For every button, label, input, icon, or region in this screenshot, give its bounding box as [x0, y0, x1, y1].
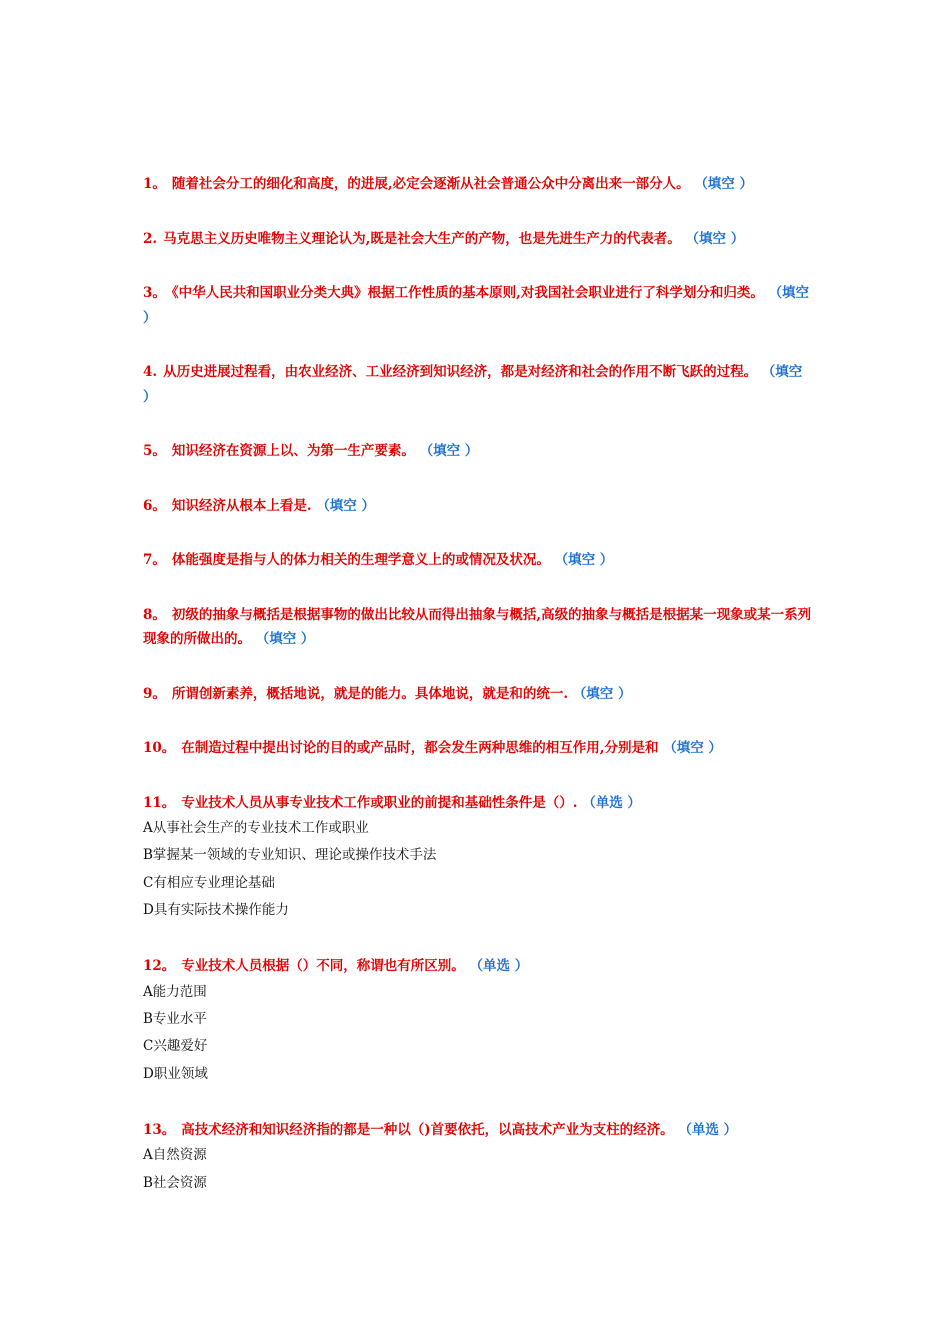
- question-number: 4.: [143, 364, 158, 380]
- question-number: 11。: [143, 794, 176, 811]
- question-1: [143, 172, 813, 197]
- option-b: B社会资源: [143, 1174, 207, 1191]
- question-text: 高技术经济和知识经济指的都是一种以（)首要依托，以高技术产业为支柱的经济。: [181, 1121, 674, 1138]
- question-11: [143, 791, 813, 816]
- option-d: D具有实际技术操作能力: [143, 901, 289, 918]
- question-number: 8。: [143, 606, 166, 623]
- question-9: [143, 682, 813, 707]
- question-type: （填空 ）: [419, 443, 479, 459]
- option-d: D职业领域: [143, 1065, 208, 1082]
- question-text: 从历史进展过程看，由农业经济、工业经济到知识经济，都是对经济和社会的作用不断飞跃的过程。: [163, 364, 758, 380]
- question-type: （填空 ）: [663, 740, 722, 756]
- question-number: 12。: [143, 958, 176, 975]
- question-number: 3。: [143, 285, 166, 301]
- question-type: （单选 ）: [469, 958, 529, 975]
- question-number: 1。: [143, 176, 166, 192]
- question-number: 9。: [143, 685, 166, 702]
- question-text: 马克思主义历史唯物主义理论认为,既是社会大生产的产物，也是先进生产力的代表者。: [163, 230, 681, 247]
- option-a: A自然资源: [143, 1147, 207, 1164]
- question-type: （填空 ）: [255, 631, 315, 647]
- question-type: （填空 ）: [685, 230, 745, 247]
- question-text: 专业技术人员根据（）不同，称谓也有所区别。: [181, 958, 465, 975]
- option-a: A能力范围: [143, 983, 207, 1000]
- question-text: 专业技术人员从事专业技术工作或职业的前提和基础性条件是（）.: [181, 794, 578, 811]
- question-6: [143, 494, 813, 519]
- question-text: 随着社会分工的细化和高度，的进展,必定会逐渐从社会普通公众中分离出来一部分人。: [171, 176, 690, 192]
- question-text: 《中华人民共和国职业分类大典》根据工作性质的基本原则,对我国社会职业进行了科学划分和归类。: [171, 285, 764, 301]
- question-type: （单选 ）: [678, 1121, 738, 1138]
- question-5: [143, 439, 813, 464]
- option-b: B专业水平: [143, 1010, 207, 1027]
- question-number: 7。: [143, 552, 166, 568]
- question-13: [143, 1118, 813, 1143]
- question-3: [143, 281, 813, 330]
- question-type: （填空 ）: [143, 364, 803, 405]
- question-type: （填空 ）: [316, 497, 376, 514]
- question-text: 知识经济从根本上看是.: [171, 497, 312, 514]
- question-type: （填空 ）: [554, 552, 614, 568]
- option-b: B掌握某一领域的专业知识、理论或操作技术手法: [143, 847, 437, 864]
- question-type: （单选 ）: [582, 794, 641, 811]
- option-a: A从事社会生产的专业技术工作或职业: [143, 820, 369, 836]
- question-4: [143, 360, 813, 409]
- question-7: [143, 548, 813, 573]
- question-number: 13。: [143, 1121, 176, 1138]
- question-text: 初级的抽象与概括是根据事物的做出比较从而得出抽象与概括,高级的抽象与概括是根据某一现象或某一系列现象的所做出的。: [143, 606, 812, 647]
- question-8: [143, 603, 813, 652]
- question-text: 知识经济在资源上以、为第一生产要素。: [171, 443, 415, 459]
- question-type: （填空 ）: [143, 285, 810, 326]
- question-number: 10。: [143, 740, 176, 756]
- question-text: 所谓创新素养，概括地说，就是的能力。具体地说，就是和的统一.: [171, 685, 569, 702]
- question-number: 2.: [143, 230, 158, 247]
- question-number: 6。: [143, 497, 166, 514]
- question-2: [143, 227, 813, 252]
- question-type: （填空 ）: [572, 685, 632, 702]
- question-12: [143, 954, 813, 979]
- question-text: 在制造过程中提出讨论的目的或产品时，都会发生两种思维的相互作用,分别是和: [181, 740, 659, 756]
- question-list: [143, 172, 813, 1197]
- question-10: [143, 736, 813, 761]
- question-text: 体能强度是指与人的体力相关的生理学意义上的或情况及状况。: [171, 552, 550, 568]
- question-type: （填空 ）: [694, 176, 754, 192]
- option-c: C有相应专业理论基础: [143, 874, 275, 891]
- option-c: C兴趣爱好: [143, 1038, 208, 1055]
- question-number: 5。: [143, 443, 166, 459]
